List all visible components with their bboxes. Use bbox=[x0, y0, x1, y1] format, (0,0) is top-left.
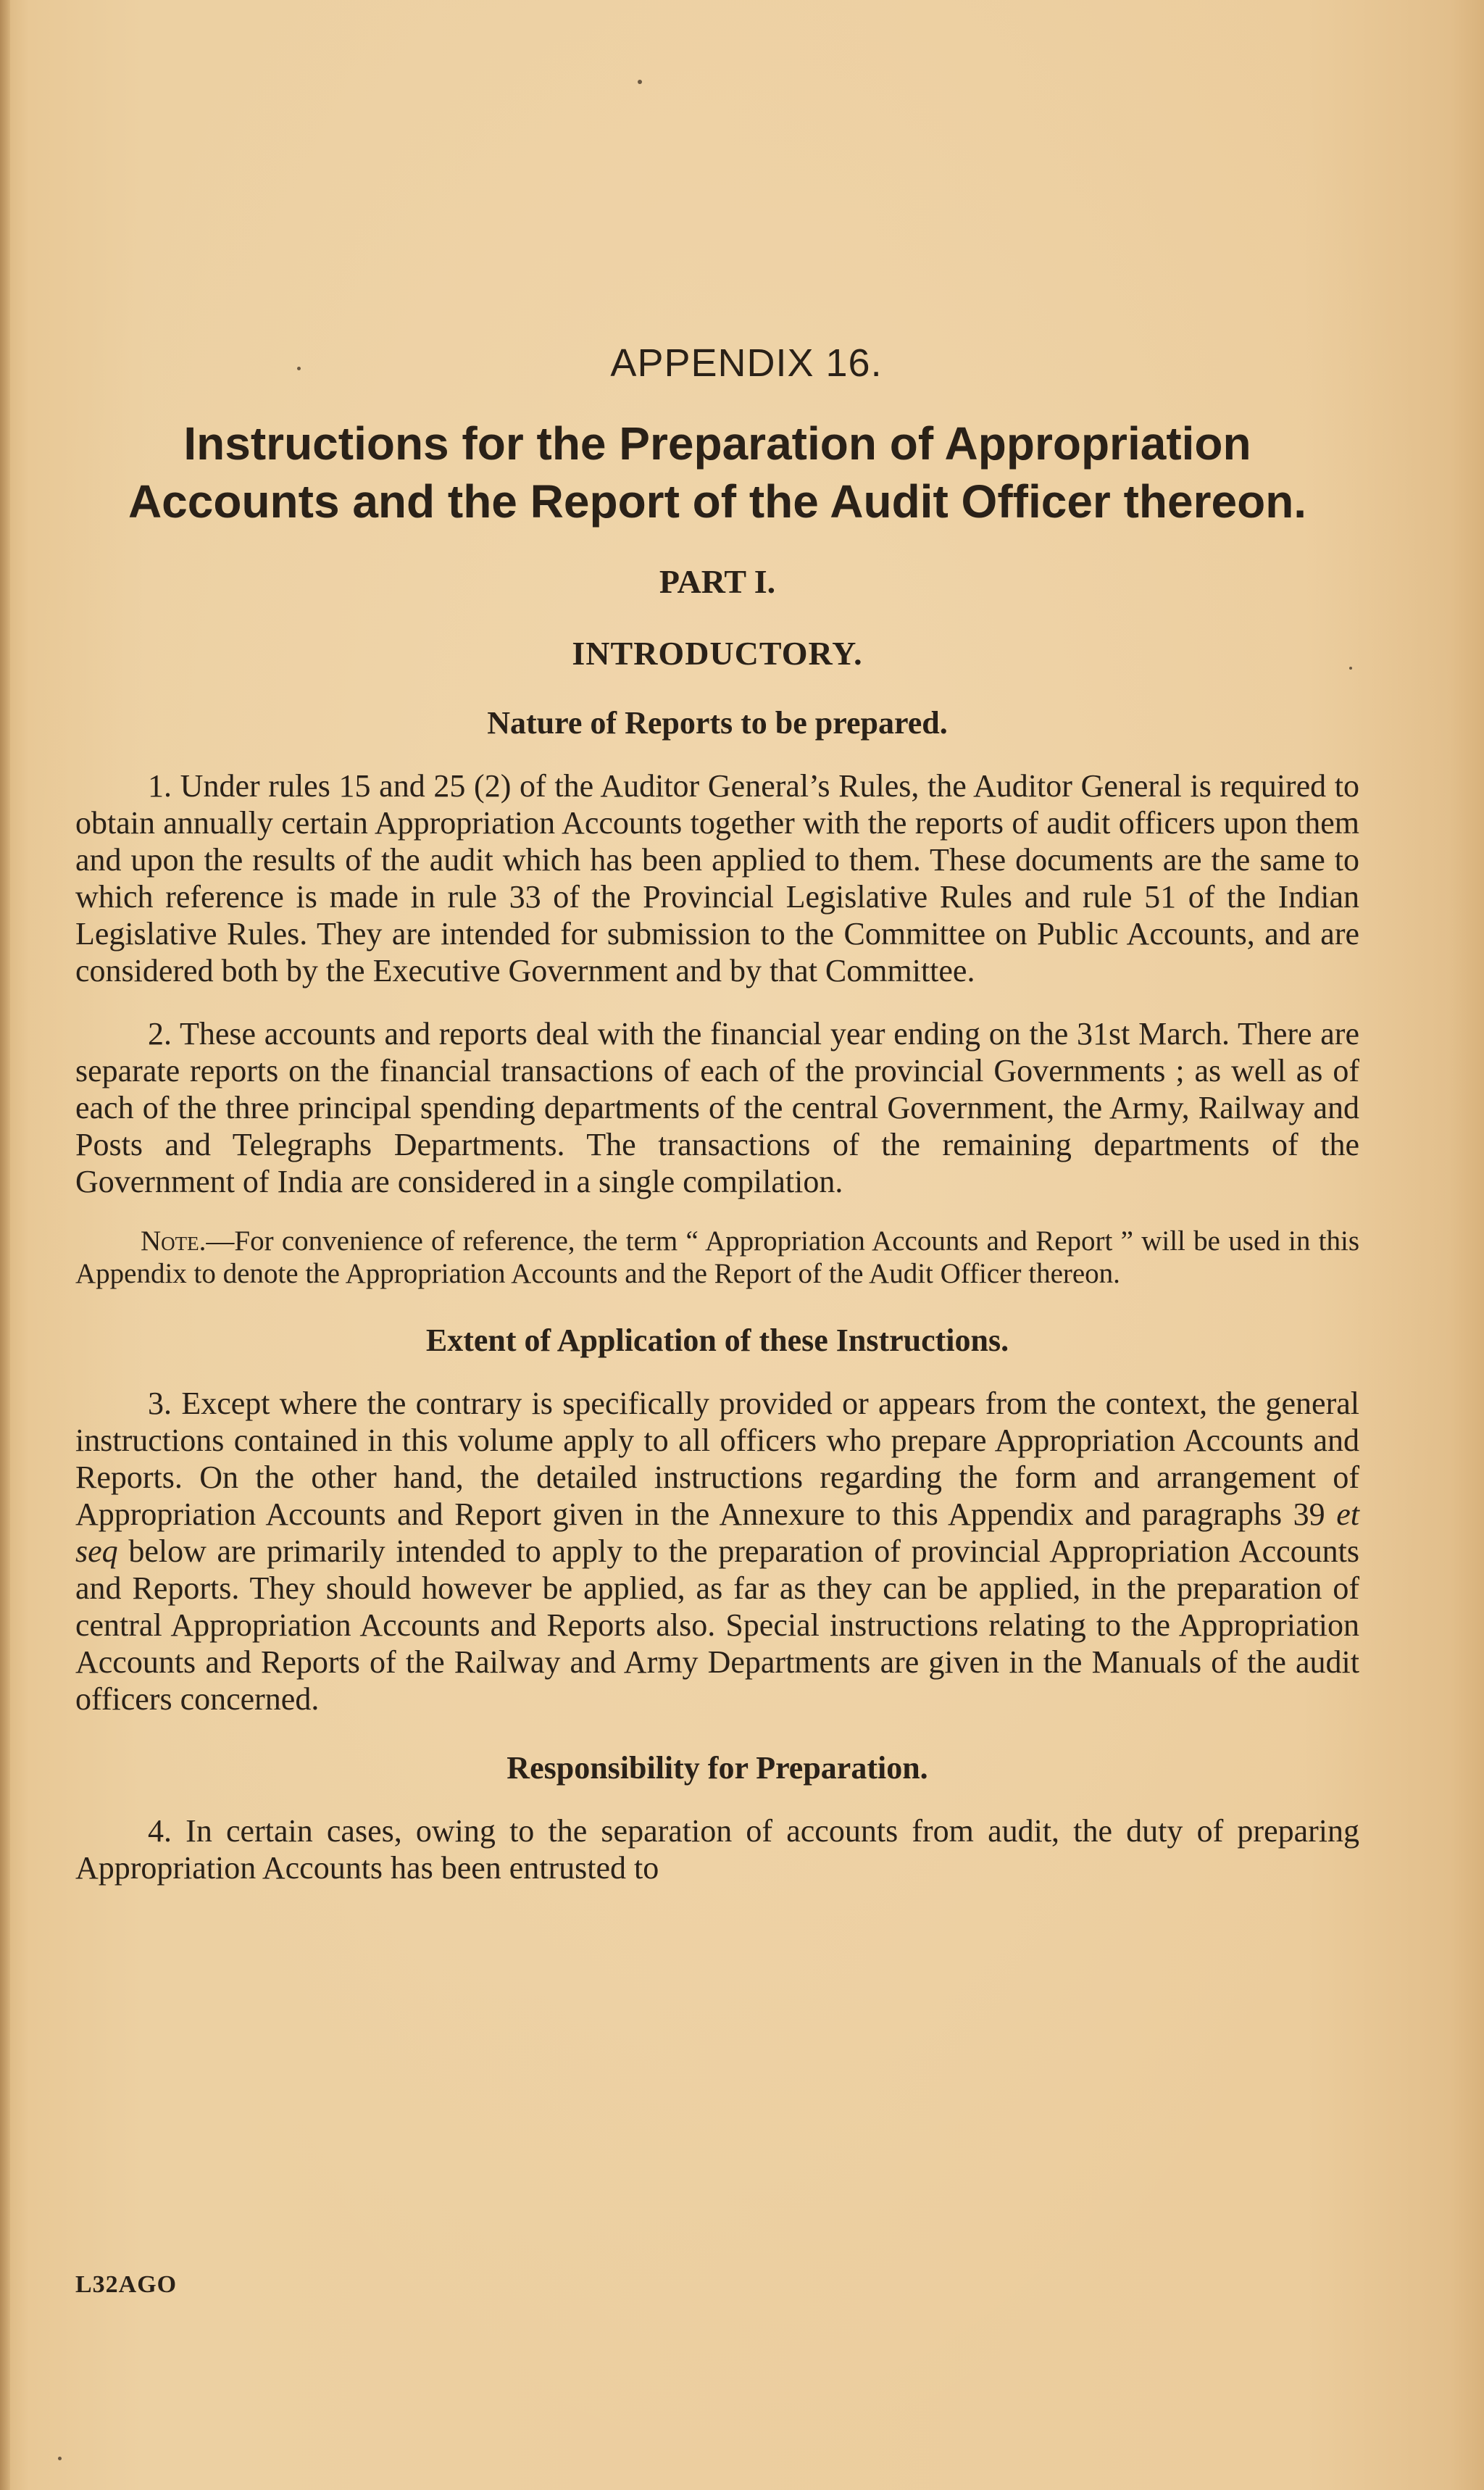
paragraph-3 bbox=[75, 1385, 1359, 1717]
note-text: —For convenience of reference, the term “ Appropriation Accounts and Report ” will be used in this Appendix to denote the Appropriation Accounts and the Report of the Audit Officer thereon. bbox=[75, 1225, 1359, 1289]
printer-signature: L32AGO bbox=[75, 2271, 178, 2298]
extent-of-application-heading: Extent of Application of these Instructions. bbox=[425, 1323, 1009, 1358]
paragraph-3-emphasis: et seq bbox=[75, 1496, 1359, 1569]
part-heading: PART I. bbox=[659, 563, 776, 600]
note-paragraph bbox=[75, 1225, 1359, 1290]
document-body bbox=[75, 341, 1359, 1886]
paragraph-4: 4. In certain cases, owing to the separation of accounts from audit, the duty of preparing Appropriation Accounts has been entrusted to bbox=[75, 1813, 1359, 1886]
page-spine-shadow bbox=[0, 0, 10, 2490]
paper-speck bbox=[638, 80, 642, 84]
paragraph-3-part-b: below are primarily intended to apply to the preparation of provincial Appropriation Accounts and Reports. They should however be applied, as far as they can be applied, in the preparation of central Appropriation Accounts and Reports also. Special instructions relating to the Appropriation Accounts and Reports of the Railway and Army Departments are given in the Manuals of the audit officers concerned. bbox=[75, 1533, 1359, 1717]
note-label: Note. bbox=[141, 1225, 207, 1257]
nature-of-reports-heading: Nature of Reports to be prepared. bbox=[487, 705, 948, 741]
paragraph-2: 2. These accounts and reports deal with the financial year ending on the 31st March. There are separate reports on the financial transactions of each of the provincial Governments ; as well as of each of the three principal spending departments of the central Government, the Army, Railway and Posts and Telegraphs Departments. The transactions of the remaining departments of the Government of India are considered in a single compilation. bbox=[75, 1016, 1359, 1199]
paragraph-1: 1. Under rules 15 and 25 (2) of the Auditor General’s Rules, the Auditor General is required to obtain annually certain Appropriation Accounts together with the reports of audit officers upon them and upon the results of the audit which has been applied to them. These documents are the same to which reference is made in rule 33 of the Provincial Legislative Rules and rule 51 of the Indian Legislative Rules. They are intended for submission to the Committee on Public Accounts, and are considered both by the Executive Government and by that Committee. bbox=[75, 768, 1359, 988]
paper-speck bbox=[58, 2457, 62, 2460]
responsibility-heading: Responsibility for Preparation. bbox=[507, 1750, 928, 1786]
document-title: Instructions for the Preparation of Appropriation Accounts and the Report of the Audit Officer thereon. bbox=[128, 417, 1307, 528]
paper-speck bbox=[297, 367, 301, 370]
paper-speck bbox=[1349, 667, 1352, 670]
introductory-heading: INTRODUCTORY. bbox=[572, 635, 863, 672]
paragraph-3-part-a: 3. Except where the contrary is specifically provided or appears from the context, the general instructions contained in this volume apply to all officers who prepare Appropriation Accounts and Reports. On the other hand, the detailed instructions regarding the form and arrangement of Appropriation Accounts and Report given in the Annexure to this Appendix and paragraphs 39 bbox=[75, 1386, 1359, 1532]
appendix-heading: APPENDIX 16. bbox=[610, 341, 883, 385]
